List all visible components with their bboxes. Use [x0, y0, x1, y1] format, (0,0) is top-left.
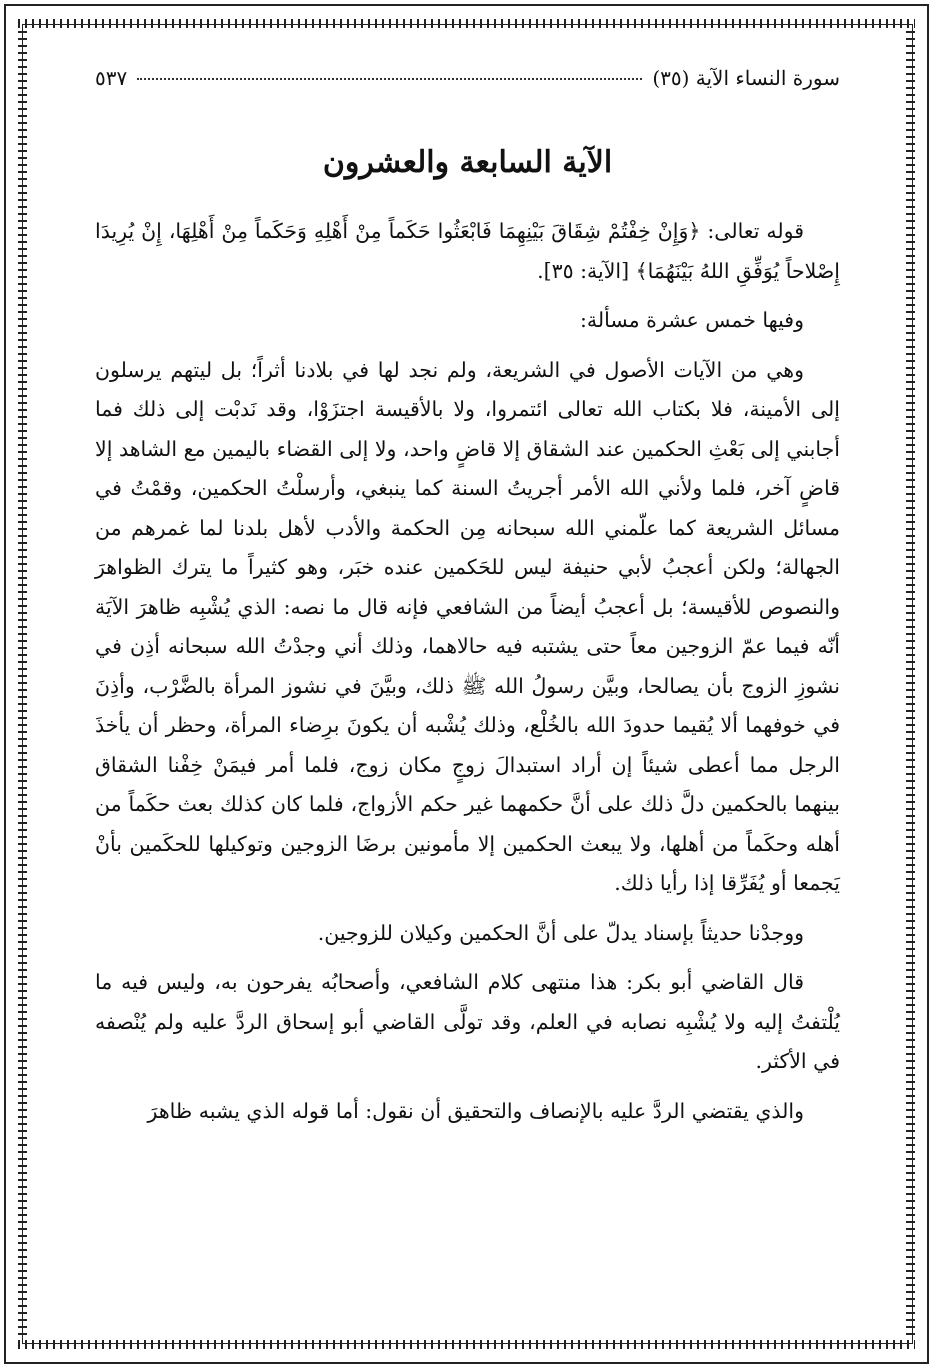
paragraph-main: وهي من الآيات الأصول في الشريعة، ولم نجد لها في بلادنا أثراً؛ بل ليتهم يرسلون إلى الأمينة، فلا بكتاب الله تعالى ائتمروا، ولا بالأقيسة اجتزَوْا، وقد نَدبْت إلى ذلك فما أجابني إلى بَعْثِ الحكمين عند الشقاق إلا قاضٍ واحد، ولا إلى القضاء باليمين مع الشاهد إلا قاضٍ آخر، فلما ولأني الله الأمر أجريتُ السنة كما ينبغي، وأرسلْتُ الحكمين، وقمْتُ في مسائل الشريعة كما علّمني الله سبحانه مِن الحكمة والأدب لأهل بلدنا لما غمرهم من الجهالة؛ ولكن أعجبُ لأبي حنيفة ليس للحَكمين عنده خبَر، وهو كثيراً ما يترك الظواهرَ والنصوص للأقيسة؛ بل أعجبُ أيضاً من الشافعي فإنه قال ما نصه: الذي يُشْبِه ظاهرَ الآيَة أنّه فيما عمّ الزوجين معاً حتى يشتبه فيه حالاهما، وذلك أني وجدْتُ الله سبحانه أذِن في نشوزِ الزوج بأن يصالحا، وبيَّن رسولُ الله ﷺ ذلك، وبيَّنَ في نشوز المرأة بالضَّرْب، وأذِنَ في خوفهما ألا يُقيما حدودَ الله بالخُلْع، وذلك يُشْبه أن يكونَ برِضاء المرأة، وحظر أن يأخذَ الرجل مما أعطى شيئاً إن أراد استبدالَ زوجٍ مكان زوج، فلما أمر فيمَنْ خِفْنا الشقاق بينهما بالحكمين دلَّ ذلك على أنَّ حكمهما غير حكم الأزواج، فلما كان كذلك بعث حكَماً من أهله وحكَماً من أهلها، ولا يبعث الحكمين إلا مأمونين برضَا الزوجين وتوكيلها للحكَمين بأنْ يَجمعا أو يُفَرِّقا إذا رأيا ذلك.: [95, 357, 840, 895]
running-header: [95, 66, 840, 98]
header-dot-leader: [137, 78, 642, 80]
paragraph-hadith: ووجدْنا حديثاً بإسناد يدلّ على أنَّ الحكمين وكيلان للزوجين.: [317, 920, 804, 945]
running-title: سورة النساء الآية (٣٥): [652, 66, 840, 90]
paragraph-verse: قوله تعالى: ﴿وَإِنْ خِفْتُمْ شِقَاقَ بَيْنِهِمَا فَابْعَثُوا حَكَماً مِنْ أَهْلِهِ وَحَكَماً مِنْ أَهْلِهَا، إِنْ يُرِيدَا إِصْلاحاً يُوَفِّقِ اللهُ بَيْنَهُمَا﴾ [الآية: ٣٥].: [95, 219, 840, 283]
chapter-title: الآية السابعة والعشرون: [322, 145, 613, 180]
paragraph-qadi: قال القاضي أبو بكر: هذا منتهى كلام الشافعي، وأصحابُه يفرحون به، وليس فيه ما يُلْتفتُ إليه ولا يُشْبِه نصابه في العلم، وقد تولَّى القاضي أبو إسحاق الردَّ عليه ولم يُنْصفه في الأكثر.: [95, 970, 840, 1073]
page-number: ٥٣٧: [95, 66, 128, 90]
body-text: [95, 212, 840, 1139]
paragraph-issues: وفيها خمس عشرة مسألة:: [579, 308, 804, 332]
paragraph-conclusion: والذي يقتضي الردَّ عليه بالإنصاف والتحقيق أن نقول: أما قوله الذي يشبه ظاهرَ: [147, 1098, 804, 1123]
